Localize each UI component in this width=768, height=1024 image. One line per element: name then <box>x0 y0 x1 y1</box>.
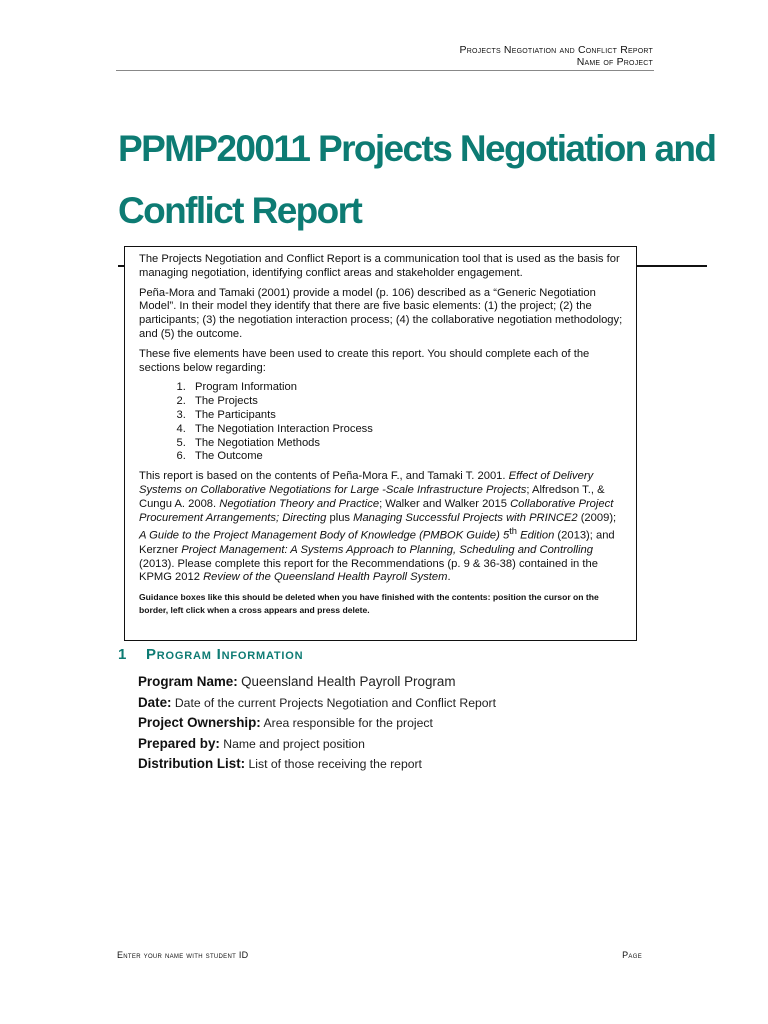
ref-title: Review of the Queensland Health Payroll System <box>203 571 448 584</box>
date-value: Date of the current Projects Negotiation and Conflict Report <box>174 695 496 710</box>
ref-text: (2013); and Kerzner <box>139 530 615 556</box>
ref-title: Project Management: A Systems Approach to Planning, Scheduling and Controlling <box>181 543 593 556</box>
prepared-by-label: Prepared by: <box>138 735 220 751</box>
ref-title: Effect of Delivery Systems on Collaborative Negotiations for Large -Scale Infrastructure Projects <box>139 470 594 496</box>
prepared-by-row[interactable] <box>138 734 698 755</box>
program-info <box>138 672 698 775</box>
list-item: 5. The Negotiation Methods <box>189 437 626 451</box>
ref-text: (2013). Please complete this report for the Recommendations (p. 9 & 36-38) contained in the KPMG 2012 <box>139 557 598 584</box>
header-divider <box>116 70 654 71</box>
guidance-paragraph-references <box>139 470 626 585</box>
document-title: PPMP20011 Projects Negotiation and Conflict Report <box>118 128 716 231</box>
ref-text: This report is based on the contents of Peña-Mora F., and Tamaki T. 2001. <box>139 470 509 483</box>
title-rule-right <box>637 265 707 267</box>
running-header-project: Name of Project <box>576 56 653 68</box>
list-item: 2. The Projects <box>189 395 626 409</box>
ref-title: Negotiation Theory and Practice <box>219 497 380 510</box>
ref-title: Edition <box>517 530 555 543</box>
section-1-heading <box>118 646 303 663</box>
ref-text: ; Alfredson T., & Cungu A. 2008. <box>139 483 605 510</box>
program-name-label: Program Name: <box>138 674 238 689</box>
elements-list <box>139 381 626 464</box>
footer-student-id[interactable]: Enter your name with student ID <box>117 950 249 960</box>
guidance-paragraph-intro: The Projects Negotiation and Conflict Report is a communication tool that is used as the basis for managing negotiation, identifying conflict areas and stakeholder engagement. <box>139 253 620 279</box>
guidance-paragraph-model: Peña-Mora and Tamaki (2001) provide a model (p. 106) described as a “Generic Negotiation Model”. In their model they identify that there are five basic elements: (1) the project; (2) the participants; (3) the negotiation interaction process; (4) the collaborative negotiation methodology; and (5) the outcome. <box>139 286 623 340</box>
ref-text: ; Walker and Walker 2015 <box>379 497 511 510</box>
guidance-paragraph-elements: These five elements have been used to create this report. You should complete each of the sections below regarding: <box>139 347 590 374</box>
distribution-list-value: List of those receiving the report <box>248 757 422 771</box>
prepared-by-value: Name and project position <box>223 736 365 751</box>
footer-page: Page <box>622 950 642 960</box>
ref-text: plus <box>326 511 354 524</box>
list-item: 1. Program Information <box>189 381 626 395</box>
date-row[interactable] <box>138 693 698 714</box>
distribution-list-row[interactable] <box>138 754 698 775</box>
list-item: 6. The Outcome <box>189 450 626 464</box>
ref-title: Collaborative Project Procurement Arrangements; Directing <box>139 497 614 524</box>
list-item: 4. The Negotiation Interaction Process <box>189 423 626 437</box>
ref-title: Managing Successful Projects with PRINCE2 <box>353 511 578 524</box>
guidance-deletion-note: Guidance boxes like this should be deleted when you have finished with the contents: position the cursor on the border, left click when a cross appears and press delete. <box>139 592 599 615</box>
list-item: 3. The Participants <box>189 409 626 423</box>
ref-text: (2009); <box>577 511 617 524</box>
project-ownership-label: Project Ownership: <box>138 715 261 730</box>
ref-title: A Guide to the Project Management Body of Knowledge (PMBOK Guide) 5 <box>139 530 510 543</box>
section-number: 1 <box>118 646 128 663</box>
distribution-list-label: Distribution List: <box>138 756 246 771</box>
running-header-title: Projects Negotiation and Conflict Report <box>459 44 653 56</box>
ref-text: . <box>447 571 451 584</box>
ref-superscript: th <box>509 526 517 537</box>
project-ownership-row[interactable] <box>138 713 698 734</box>
project-ownership-value: Area responsible for the project <box>263 716 433 730</box>
date-label: Date: <box>138 694 172 710</box>
program-name-value: Queensland Health Payroll Program <box>241 674 456 689</box>
section-title: Program Information <box>146 646 304 663</box>
guidance-box[interactable] <box>124 246 637 641</box>
program-name-row[interactable] <box>138 672 698 693</box>
